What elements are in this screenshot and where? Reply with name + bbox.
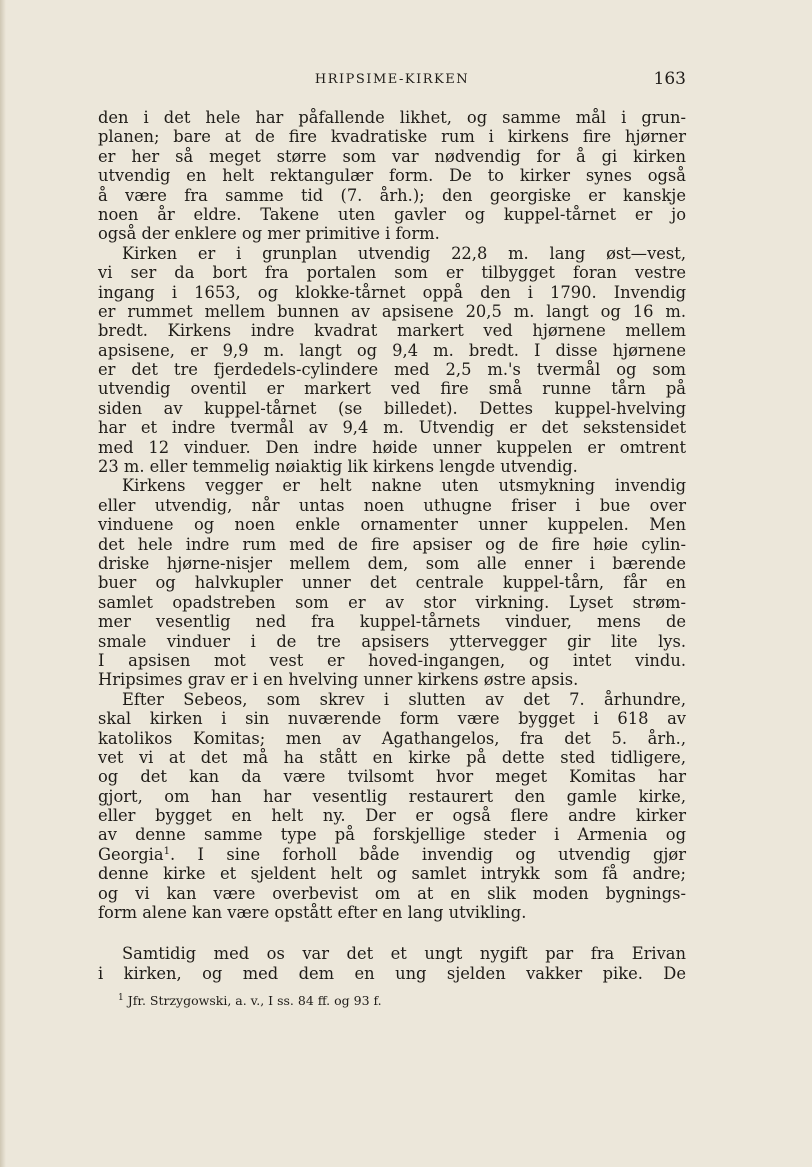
- page-edge: [0, 0, 6, 1167]
- text-line: i kirken, og med dem en ung sjelden vakker pike. De: [98, 963, 686, 983]
- text-line: utvendig en helt rektangulær form. De to kirker synes også: [98, 166, 686, 186]
- text-line: mer vesentlig ned fra kuppel-tårnets vinduer, mens de: [98, 612, 686, 632]
- georgia-word: Georgia: [98, 844, 164, 864]
- text-line: 23 m. eller temmelig nøiaktig lik kirkens lengde utvendig.: [98, 457, 578, 477]
- text-line: og vi kan være overbevist om at en slik moden bygnings-: [98, 883, 686, 903]
- page-header: [98, 68, 686, 96]
- text-line: skal kirken i sin nuværende form være bygget i 618 av: [98, 709, 686, 729]
- text-line: driske hjørne-nisjer mellem dem, som alle enner i bærende: [98, 553, 686, 573]
- text-line: Efter Sebeos, som skrev i slutten av det 7. århundre,: [122, 689, 686, 709]
- running-title: HRIPSIME-KIRKEN: [314, 72, 470, 87]
- body-text: [98, 108, 686, 983]
- text-line: Samtidig med os var det et ungt nygift par fra Erivan: [122, 944, 686, 964]
- text-line: Kirkens vegger er helt nakne uten utsmykning invendig: [122, 476, 686, 496]
- text-line: har et indre tvermål av 9,4 m. Utvendig er det sekstensidet: [98, 418, 686, 438]
- text-line: eller utvendig, når untas noen uthugne friser i bue over: [98, 495, 686, 515]
- text-line-with-footnote-ref: [98, 845, 686, 864]
- text-line: den i det hele har påfallende likhet, og samme mål i grun-: [98, 108, 686, 127]
- text-line: er her så meget større som var nødvendig for å gi kirken: [98, 146, 686, 166]
- text-line: smale vinduer i de tre apsisers yttervegger gir lite lys.: [98, 631, 686, 651]
- text-line: er det tre fjerdedels-cylindere med 2,5 m.'s tvermål og som: [98, 360, 686, 380]
- text-line: vinduene og noen enkle ornamenter unner kuppelen. Men: [98, 515, 686, 535]
- text-line: med 12 vinduer. Den indre høide unner kuppelen er omtrent: [98, 437, 686, 457]
- text-line: bredt. Kirkens indre kvadrat markert ved hjørnene mellem: [98, 321, 686, 341]
- text-line: av denne samme type på forskjellige steder i Armenia og: [98, 825, 686, 845]
- text-line: vi ser da bort fra portalen som er tilbygget foran vestre: [98, 263, 686, 283]
- text-line: planen; bare at de fire kvadratiske rum i kirkens fire hjørner: [98, 127, 686, 147]
- text-line: gjort, om han har vesentlig restaurert den gamle kirke,: [98, 786, 686, 806]
- text-line: siden av kuppel-tårnet (se billedet). Dettes kuppel-hvelving: [98, 398, 686, 418]
- text-line: utvendig oventil er markert ved fire små runne tårn på: [98, 379, 686, 399]
- text-line: form alene kan være opstått efter en lang utvikling.: [98, 903, 527, 923]
- footnote-text: Jfr. Strzygowski, a. v., I ss. 84 ff. og 93 f.: [127, 993, 382, 1008]
- text-line: noen år eldre. Takene uten gavler og kuppel-tårnet er jo: [98, 204, 686, 224]
- text-line: I apsisen mot vest er hoved-ingangen, og intet vindu.: [98, 650, 686, 670]
- text-line: å være fra samme tid (7. årh.); den georgiske er kanskje: [98, 185, 686, 205]
- text-line: det hele indre rum med de fire apsiser og de fire høie cylin-: [98, 534, 686, 554]
- text-line: og det kan da være tvilsomt hvor meget Komitas har: [98, 767, 686, 787]
- page-number: 163: [653, 69, 686, 89]
- text-line: buer og halvkupler unner det centrale kuppel-tårn, får en: [98, 573, 686, 593]
- text-line: denne kirke et sjeldent helt og samlet intrykk som få andre;: [98, 864, 686, 884]
- text-line: katolikos Komitas; men av Agathangelos, fra det 5. årh.,: [98, 728, 686, 748]
- georgia-line-rest: . I sine forholl både invendig og utvendig gjør: [169, 844, 686, 864]
- text-line: apsisene, er 9,9 m. langt og 9,4 m. bredt. I disse hjørnene: [98, 340, 686, 360]
- text-line: er rummet mellem bunnen av apsisene 20,5 m. langt og 16 m.: [98, 301, 686, 321]
- text-line: Kirken er i grunplan utvendig 22,8 m. lang øst—vest,: [122, 243, 686, 263]
- text-line: Hripsimes grav er i en hvelving unner kirkens østre apsis.: [98, 670, 579, 690]
- footnote: [118, 993, 382, 1009]
- text-line: eller bygget en helt ny. Der er også flere andre kirker: [98, 806, 686, 826]
- text-line: samlet opadstreben som er av stor virkning. Lyset strøm-: [98, 592, 686, 612]
- footnote-reference[interactable]: 1: [163, 845, 170, 857]
- footnote-marker: 1: [118, 993, 124, 1003]
- text-line: også der enklere og mer primitive i form.: [98, 224, 440, 244]
- text-line: ingang i 1653, og klokke-tårnet oppå den i 1790. Invendig: [98, 282, 686, 302]
- text-line: vet vi at det må ha stått en kirke på dette sted tidligere,: [98, 747, 686, 767]
